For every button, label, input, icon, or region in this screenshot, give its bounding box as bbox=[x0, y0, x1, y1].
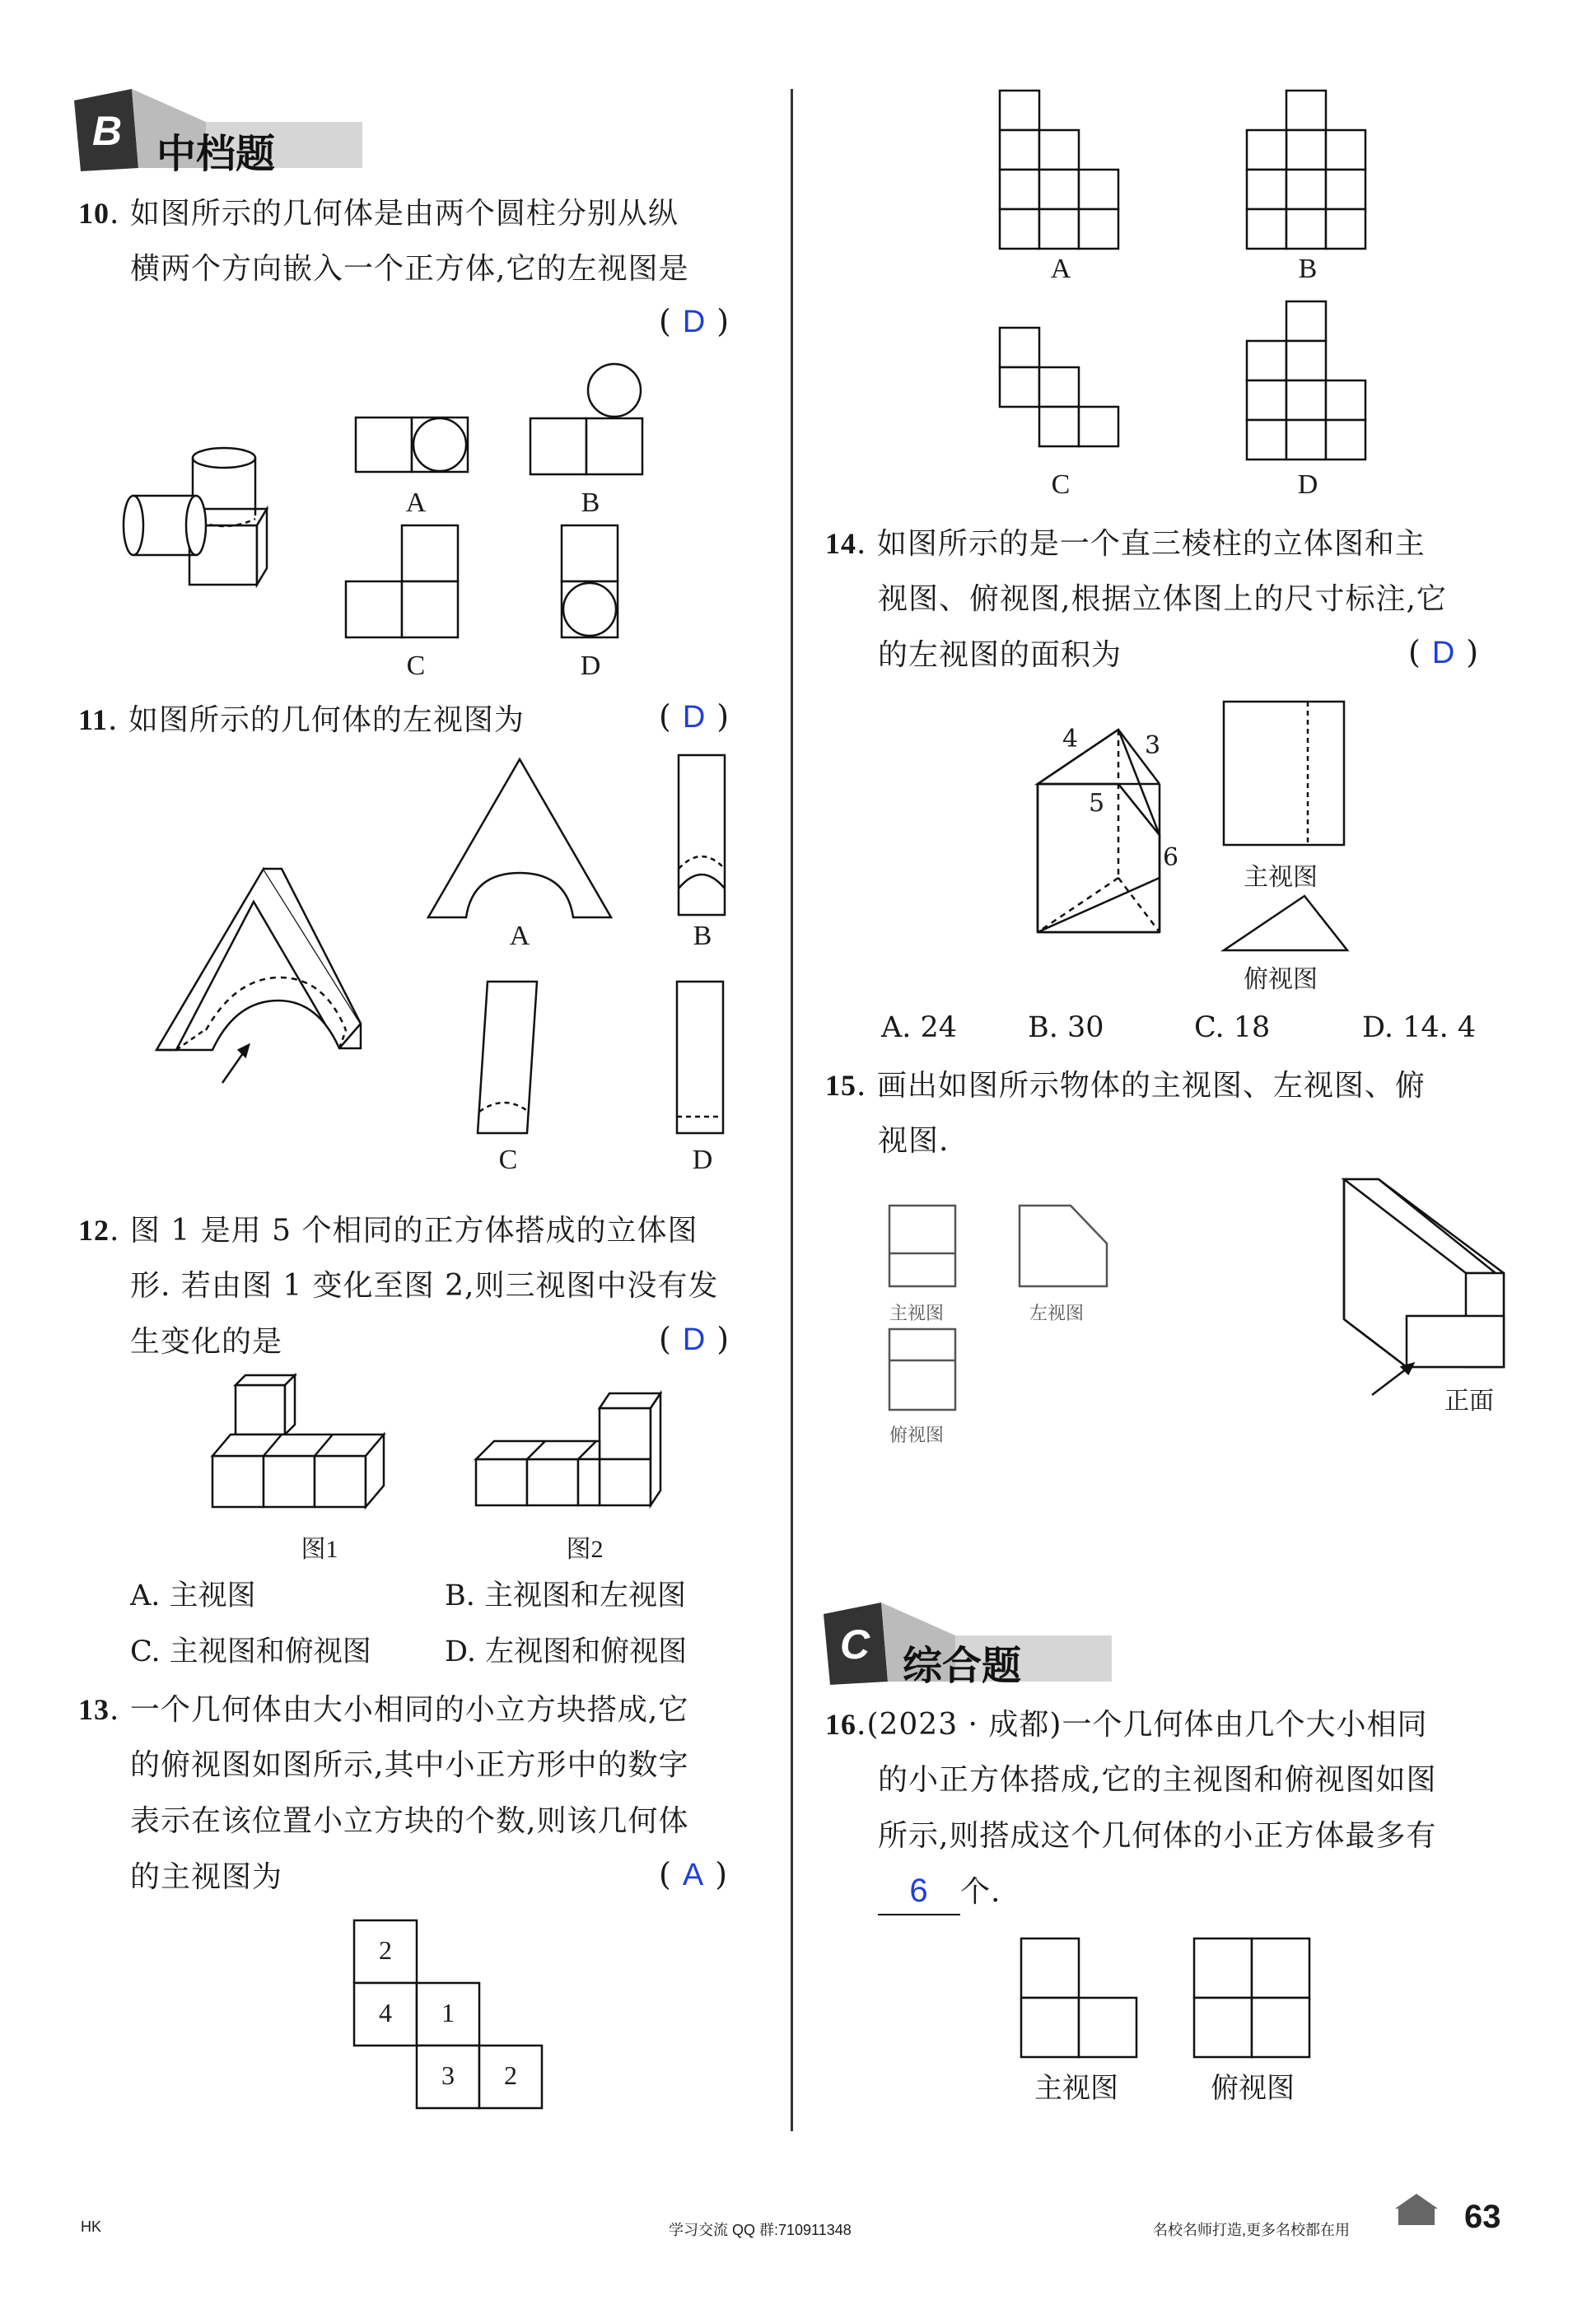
section-b-title: 中档题 bbox=[156, 131, 276, 177]
q12-option-b: B. 主视图和左视图 bbox=[445, 1579, 686, 1612]
q13-option-b-figure bbox=[1245, 89, 1369, 250]
q15-top-answer bbox=[888, 1327, 959, 1413]
q13-line4: 的主视图为 bbox=[130, 1860, 283, 1894]
q16-front-label: 主视图 bbox=[1034, 2072, 1118, 2105]
q15-front-label: 主视图 bbox=[889, 1304, 945, 1324]
q10-answer-value: D bbox=[682, 305, 706, 339]
q13-label-a: A bbox=[1050, 254, 1071, 284]
q13-label-d: D bbox=[1297, 469, 1318, 500]
q12-option-a: A. 主视图 bbox=[130, 1579, 256, 1612]
q13-option-d-figure bbox=[1245, 300, 1369, 461]
q11-option-c-figure bbox=[476, 980, 542, 1136]
q16-top-view bbox=[1192, 1937, 1313, 2059]
q12-figure-2 bbox=[476, 1375, 682, 1532]
q14-option-c: C. 18 bbox=[1194, 1011, 1271, 1044]
q14-dim-3: 3 bbox=[1145, 731, 1161, 760]
q14-answer: ( D ) bbox=[1408, 634, 1479, 670]
q12-line2: 形. 若由图 1 变化至图 2,则三视图中没有发 bbox=[130, 1269, 719, 1303]
q15-line2: 视图. bbox=[878, 1124, 950, 1158]
q15-number: 15 bbox=[825, 1069, 856, 1102]
q13-cell: 4 bbox=[379, 1998, 392, 2027]
q10-option-c-figure bbox=[344, 524, 460, 641]
q16-tail: 个. bbox=[960, 1875, 1001, 1909]
q16-front-view bbox=[1020, 1937, 1140, 2059]
q14-dim-5: 5 bbox=[1089, 789, 1105, 818]
q10-option-d-figure bbox=[560, 524, 619, 641]
q15-front-answer bbox=[888, 1204, 959, 1290]
q13-option-c-figure bbox=[998, 326, 1122, 448]
q11-label-a: A bbox=[509, 921, 530, 951]
q13-label-c: C bbox=[1051, 469, 1071, 500]
q14-option-b: B. 30 bbox=[1028, 1011, 1104, 1044]
q14-answer-value: D bbox=[1431, 636, 1455, 670]
q15-top-label: 俯视图 bbox=[889, 1425, 945, 1446]
q10-option-b-figure bbox=[529, 361, 644, 478]
q15-left-answer bbox=[1018, 1204, 1110, 1290]
section-b-letter: B bbox=[92, 108, 123, 154]
q12-figure-1 bbox=[212, 1383, 418, 1532]
page-number: 63 bbox=[1464, 2199, 1501, 2235]
q13-cell: 1 bbox=[441, 1998, 455, 2027]
q10-line1: . 如图所示的几何体是由两个圆柱分别从纵 bbox=[110, 197, 679, 231]
q16-top-label: 俯视图 bbox=[1211, 2072, 1295, 2105]
q14-top-view bbox=[1222, 894, 1351, 954]
q12-answer: ( D ) bbox=[659, 1321, 730, 1357]
footer-left: HK bbox=[81, 2218, 102, 2235]
section-c-letter: C bbox=[840, 1621, 870, 1668]
q12-option-c: C. 主视图和俯视图 bbox=[130, 1635, 371, 1668]
q14-number: 14 bbox=[825, 527, 856, 560]
q14-dim-4: 4 bbox=[1062, 725, 1079, 753]
section-c-title: 综合题 bbox=[903, 1643, 1022, 1689]
q14-line2: 视图、俯视图,根据立体图上的尺寸标注,它 bbox=[878, 582, 1447, 616]
q14-option-a: A. 24 bbox=[881, 1011, 958, 1044]
q10-answer: ( D ) bbox=[659, 303, 730, 339]
q13-answer-value: A bbox=[682, 1858, 704, 1892]
q15-face-label: 正面 bbox=[1444, 1387, 1494, 1416]
q11-label-c: C bbox=[498, 1145, 518, 1175]
q16-line2: 的小正方体搭成,它的主视图和俯视图如图 bbox=[878, 1763, 1437, 1797]
q10-solid-figure bbox=[124, 443, 272, 591]
q11-answer-value: D bbox=[682, 700, 706, 735]
q11-number: 11 bbox=[78, 703, 109, 736]
q12-number: 12 bbox=[78, 1214, 110, 1247]
q11-label-d: D bbox=[692, 1145, 713, 1175]
q12-fig1-label: 图1 bbox=[301, 1536, 338, 1563]
q16-line4 bbox=[878, 1864, 1001, 1920]
q10-label-d: D bbox=[580, 651, 601, 681]
q16-answer-blank: 6 bbox=[878, 1868, 960, 1915]
q16-line3: 所示,则搭成这个几何体的小正方体最多有 bbox=[878, 1819, 1437, 1853]
q14-line1: . 如图所示的是一个直三棱柱的立体图和主 bbox=[856, 527, 1426, 561]
publisher-logo-icon bbox=[1392, 2190, 1441, 2232]
q13-number: 13 bbox=[78, 1693, 110, 1726]
q14-dim-6: 6 bbox=[1163, 843, 1179, 872]
q14-front-label: 主视图 bbox=[1244, 863, 1318, 892]
q15-object-figure bbox=[1342, 1178, 1507, 1400]
q14-line3: 的左视图的面积为 bbox=[878, 638, 1122, 672]
q11-answer: ( D ) bbox=[659, 698, 730, 735]
q10-label-a: A bbox=[405, 488, 427, 518]
q15-line1: . 画出如图所示物体的主视图、左视图、俯 bbox=[856, 1069, 1426, 1103]
q16-number: 16 bbox=[825, 1708, 856, 1741]
q10-line2: 横两个方向嵌入一个正方体,它的左视图是 bbox=[130, 252, 689, 286]
q14-top-label: 俯视图 bbox=[1244, 965, 1318, 994]
q12-fig2-label: 图2 bbox=[566, 1536, 604, 1563]
footer-right: 名校名师打造,更多名校都在用 bbox=[1153, 2222, 1350, 2238]
q14-front-view bbox=[1222, 700, 1347, 848]
q12-answer-value: D bbox=[682, 1323, 706, 1357]
q13-line1: . 一个几何体由大小相同的小立方块搭成,它 bbox=[110, 1693, 689, 1727]
column-divider bbox=[791, 89, 793, 2131]
q10-label-c: C bbox=[406, 651, 426, 681]
footer-center: 学习交流 QQ 群:710911348 bbox=[669, 2222, 852, 2238]
q13-line2: 的俯视图如图所示,其中小正方形中的数字 bbox=[130, 1748, 689, 1782]
q13-cell: 2 bbox=[379, 1935, 392, 1965]
q16-line1: .(2023 · 成都)一个几何体由几个大小相同 bbox=[856, 1708, 1428, 1742]
q10-option-a-figure bbox=[354, 416, 469, 475]
q11-option-a-figure bbox=[427, 758, 613, 921]
q13-cell: 3 bbox=[441, 2060, 455, 2090]
q10-label-b: B bbox=[581, 488, 600, 518]
q13-line3: 表示在该位置小立方块的个数,则该几何体 bbox=[130, 1804, 689, 1838]
q10-number: 10 bbox=[78, 197, 110, 230]
q13-answer: ( A ) bbox=[659, 1856, 728, 1892]
q13-label-b: B bbox=[1298, 254, 1318, 284]
q11-line1: . 如图所示的几何体的左视图为 bbox=[108, 703, 525, 737]
q11-option-b-figure bbox=[677, 753, 728, 918]
q12-option-d: D. 左视图和俯视图 bbox=[445, 1635, 688, 1668]
q11-solid-figure bbox=[156, 869, 371, 1091]
q12-line3: 生变化的是 bbox=[130, 1325, 283, 1359]
q14-option-d: D. 14. 4 bbox=[1362, 1011, 1477, 1044]
q11-label-b: B bbox=[693, 921, 712, 951]
q13-cell: 2 bbox=[504, 2060, 517, 2090]
q11-option-d-figure bbox=[675, 980, 726, 1136]
q13-option-a-figure bbox=[998, 89, 1122, 250]
q12-line1: . 图 1 是用 5 个相同的正方体搭成的立体图 bbox=[110, 1214, 698, 1248]
q15-left-label: 左视图 bbox=[1029, 1304, 1085, 1324]
